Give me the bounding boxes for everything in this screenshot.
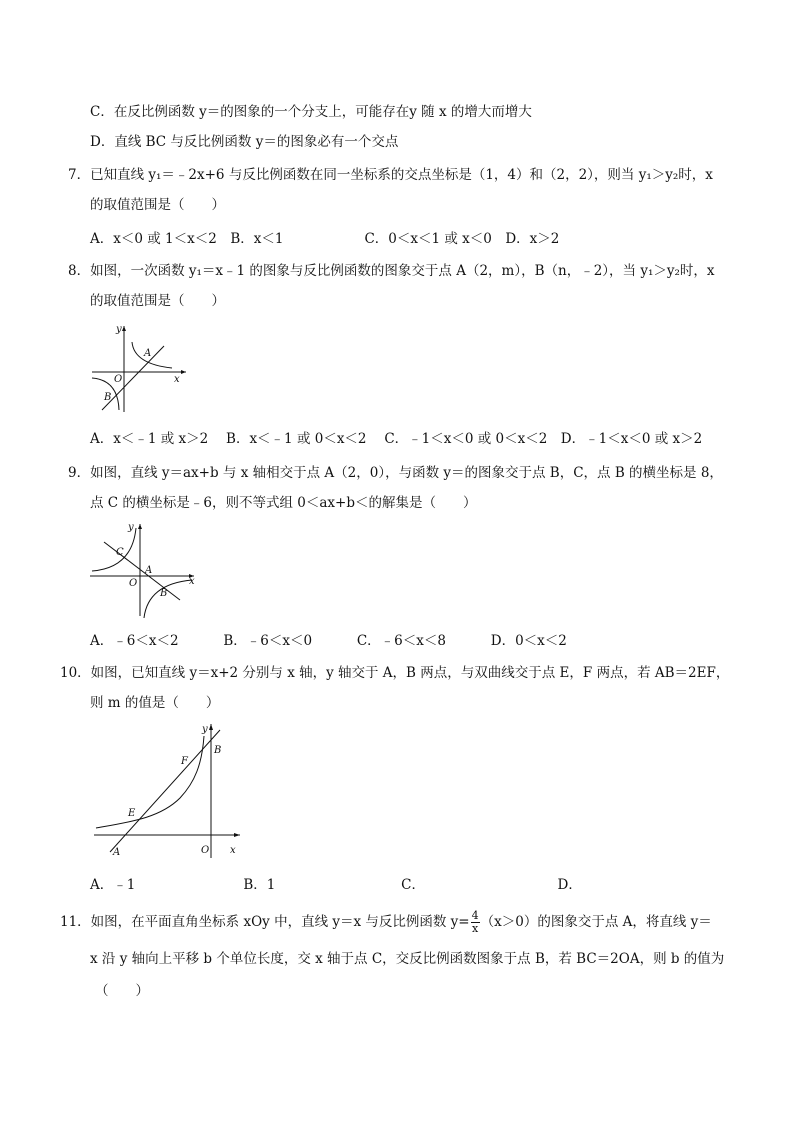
q11-stem-line2: x 沿 y 轴向上平移 b 个单位长度，交 x 轴于点 C，交反比例函数图象于点 B，若 BC＝2OA，则 b 的值为	[90, 951, 725, 967]
q8-y-label: y	[116, 324, 122, 335]
q11-stem-line3: （ ）	[95, 983, 149, 999]
q8-figure	[88, 322, 188, 414]
q9-origin-label: O	[129, 578, 138, 589]
q10-point-b-label: B	[214, 745, 222, 756]
q6-option-c: C．在反比例函数 y＝的图象的一个分支上，可能存在y 随 x 的增大而增大	[90, 104, 532, 120]
q11-stem-line1	[60, 908, 712, 936]
q10-point-f-label: F	[181, 756, 188, 767]
q9-stem-line2: 点 C 的横坐标是﹣6，则不等式组 0＜ax+b＜的解集是（ ）	[90, 495, 477, 511]
q8-stem-line1: 8．如图，一次函数 y₁＝x﹣1 的图象与反比例函数的图象交于点 A（2，m），B（n，﹣2），当 y₁＞y₂时，x	[68, 263, 715, 279]
q8-stem-line2: 的取值范围是（ ）	[90, 293, 225, 309]
q9-x-label: x	[189, 576, 195, 587]
q10-point-a-label: A	[113, 847, 121, 858]
q11-stem-prefix: 11．如图，在平面直角坐标系 xOy 中，直线 y＝x 与反比例函数 y=	[60, 914, 470, 930]
q11-stem-suffix: （x＞0）的图象交于点 A，将直线 y＝	[480, 914, 712, 930]
q10-figure	[90, 720, 250, 860]
q10-stem-line1: 10．如图，已知直线 y＝x+2 分别与 x 轴，y 轴交于 A，B 两点，与双曲线交于点 E，F 两点，若 AB＝2EF，	[60, 665, 730, 681]
q10-options: A．﹣1 B．1 C． D．	[90, 877, 582, 893]
q9-point-a-label: A	[145, 565, 153, 576]
q10-x-label: x	[230, 845, 236, 856]
q8-point-b-label: B	[104, 392, 112, 403]
q10-point-e-label: E	[128, 808, 136, 819]
q11-fraction	[471, 910, 480, 935]
q9-options: A．﹣6＜x＜2 B．﹣6＜x＜0 C．﹣6＜x＜8 D．0＜x＜2	[90, 633, 567, 649]
q9-stem-line1: 9．如图，直线 y＝ax+b 与 x 轴相交于点 A（2，0），与函数 y＝的图象交于点 B，C，点 B 的横坐标是 8，	[68, 465, 723, 481]
q11-fraction-numerator: 4	[471, 909, 479, 922]
q6-option-d: D．直线 BC 与反比例函数 y＝的图象必有一个交点	[90, 134, 399, 150]
q7-stem-line1: 7．已知直线 y₁＝﹣2x+6 与反比例函数在同一坐标系的交点坐标是（1，4）和（2，2），则当 y₁＞y₂时，x	[68, 167, 713, 183]
q10-origin-label: O	[201, 845, 210, 856]
q9-y-label: y	[128, 522, 134, 533]
q8-options: A．x＜﹣1 或 x＞2 B．x＜﹣1 或 0＜x＜2 C．﹣1＜x＜0 或 0＜x＜2 D．﹣1＜x＜0 或 x＞2	[90, 431, 703, 447]
q10-y-label: y	[202, 724, 208, 735]
q7-options: A．x＜0 或 1＜x＜2 B．x＜1 C．0＜x＜1 或 x＜0 D．x＞2	[90, 231, 560, 247]
q8-x-label: x	[174, 374, 180, 385]
q8-origin-label: O	[114, 374, 123, 385]
q7-stem-line2: 的取值范围是（ ）	[90, 197, 225, 213]
q9-point-b-label: B	[160, 588, 168, 599]
q9-point-c-label: C	[116, 547, 124, 558]
q8-point-a-label: A	[144, 348, 152, 359]
q11-fraction-denominator: x	[472, 922, 479, 935]
q9-figure	[88, 520, 198, 620]
q10-stem-line2: 则 m 的值是（ ）	[90, 695, 220, 711]
